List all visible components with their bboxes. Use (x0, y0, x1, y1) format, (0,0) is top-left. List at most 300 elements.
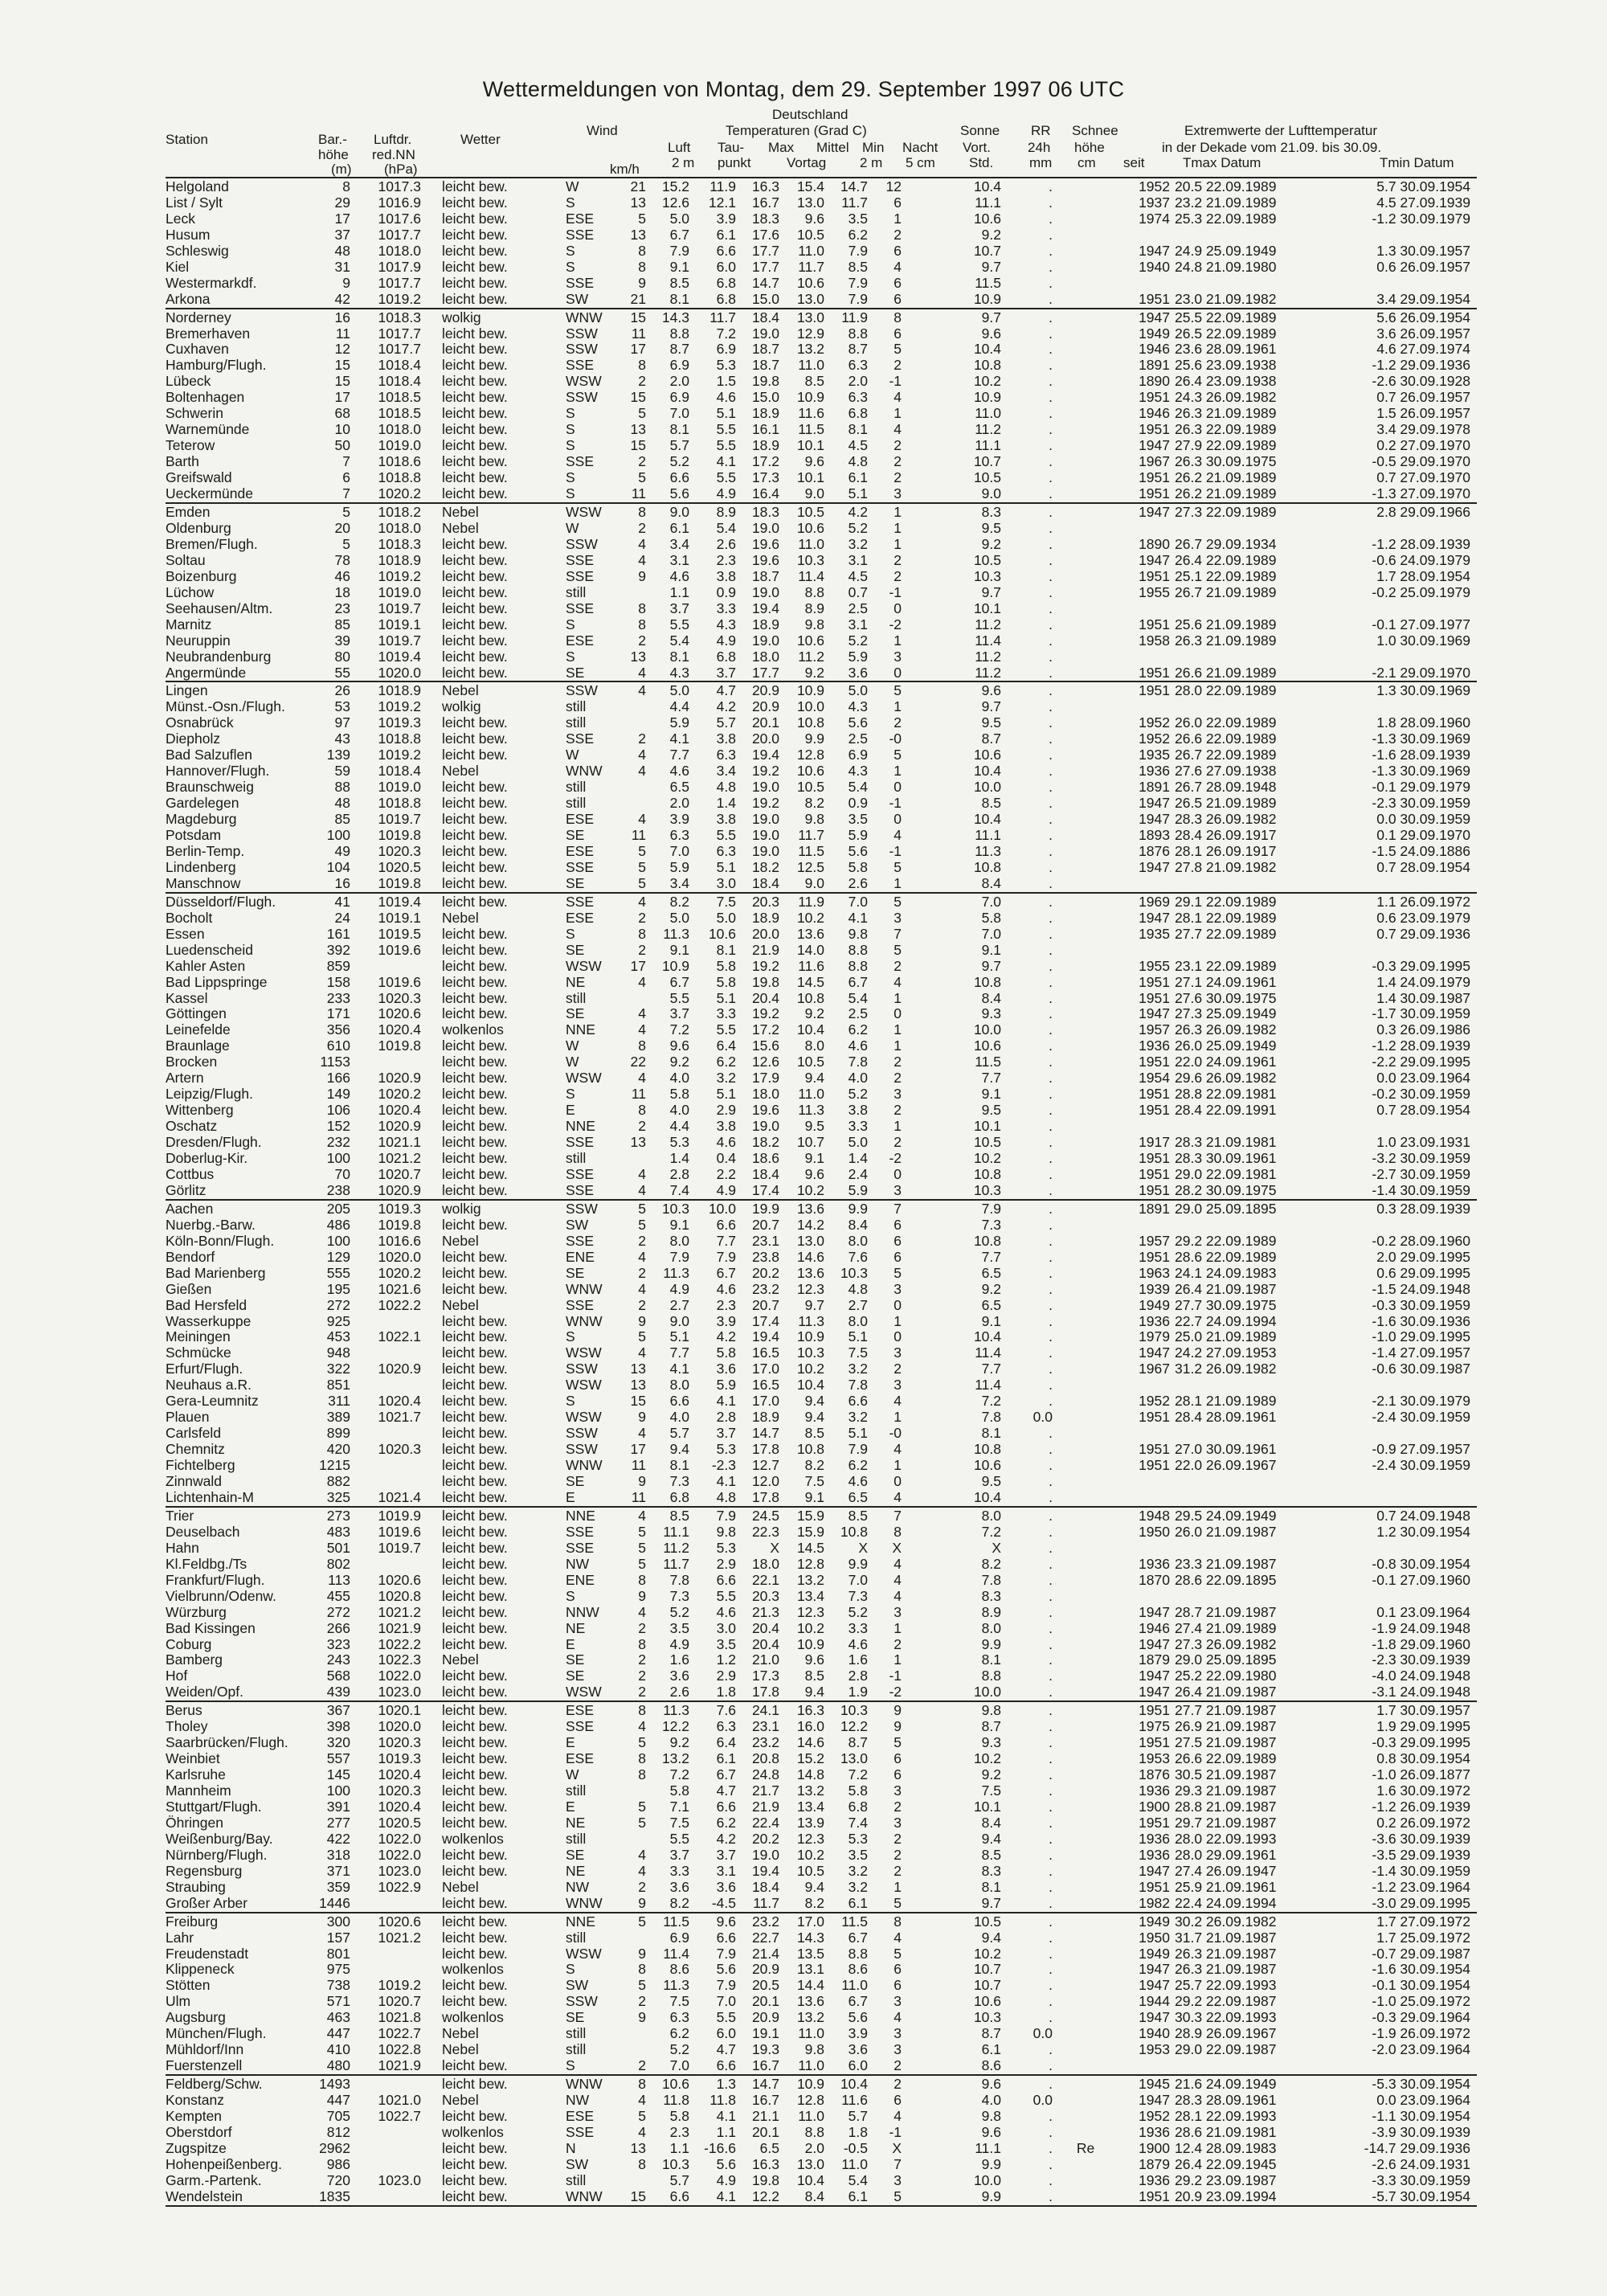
cell-station: Leck (166, 211, 195, 227)
cell-station: Soltau (166, 552, 206, 568)
cell-temp-max: 20.4 (751, 1620, 779, 1636)
cell-seit: 1946 (1139, 405, 1170, 421)
cell-seit: 1891 (1139, 1201, 1170, 1217)
cell-tmax: 26.6 22.09.1989 (1175, 731, 1277, 747)
cell-sonne: 9.7 (981, 958, 1001, 974)
cell-wetter: Nebel (442, 1297, 479, 1313)
cell-wind-dir: ESE (566, 1702, 595, 1718)
cell-luftdruck: 1021.0 (378, 2092, 421, 2108)
cell-temp-mittel: 10.8 (796, 714, 824, 731)
cell-wind-dir: SSW (566, 1361, 598, 1377)
cell-temp-luft: 5.5 (669, 1831, 689, 1847)
cell-bar-hoehe: 100 (326, 1233, 350, 1249)
cell-temp-min: 5.1 (848, 485, 868, 501)
cell-temp-max: 20.7 (751, 1217, 779, 1233)
cell-luftdruck: 1022.7 (378, 2025, 421, 2041)
cell-station: Neuruppin (166, 632, 231, 649)
cell-luftdruck: 1020.4 (378, 1766, 421, 1782)
cell-wind-speed: 13 (630, 1134, 646, 1150)
cell-station: Straubing (166, 1879, 226, 1895)
cell-temp-mittel: 11.0 (798, 243, 824, 259)
cell-temp-mittel: 13.0 (796, 1233, 824, 1249)
cell-seit: 1967 (1139, 453, 1170, 469)
table-row (0, 1361, 1607, 1377)
cell-temp-taupunkt: 7.7 (716, 1233, 736, 1249)
cell-temp-luft: 4.1 (669, 1361, 689, 1377)
cell-tmin: 1.0 23.09.1931 (1376, 1134, 1470, 1150)
cell-temp-taupunkt: 4.6 (716, 389, 736, 405)
cell-sonne: 8.3 (981, 1588, 1001, 1604)
cell-temp-mittel: 9.8 (804, 811, 824, 827)
cell-sonne: 7.2 (981, 1524, 1001, 1540)
header-luftdruck-unit: (hPa) (384, 162, 418, 177)
cell-rr: . (1049, 682, 1053, 698)
cell-bar-hoehe: 273 (326, 1508, 350, 1524)
cell-temp-nacht: 1 (893, 632, 902, 649)
cell-temp-taupunkt: 6.6 (716, 1572, 736, 1588)
cell-tmax: 26.5 22.09.1989 (1175, 325, 1277, 342)
cell-station: Wendelstein (166, 2188, 243, 2204)
cell-temp-max: 17.0 (751, 1361, 779, 1377)
cell-tmin: 0.7 29.09.1936 (1376, 926, 1470, 942)
cell-sonne: 11.1 (975, 194, 1001, 211)
cell-tmin: -1.0 26.09.1877 (1372, 1766, 1470, 1782)
cell-temp-min: 5.8 (848, 859, 868, 875)
cell-tmin: -1.1 30.09.1954 (1372, 2108, 1470, 2124)
cell-temp-min: 2.8 (848, 1668, 868, 1684)
cell-temp-max: 18.9 (751, 910, 779, 926)
cell-temp-luft: 1.1 (669, 2140, 689, 2156)
cell-luftdruck: 1022.1 (378, 1328, 421, 1344)
cell-temp-min: 3.6 (848, 665, 868, 681)
cell-rr: . (1049, 178, 1053, 194)
cell-wetter: leicht bew. (442, 1718, 508, 1734)
cell-temp-max: 23.2 (751, 1734, 779, 1750)
cell-station: Carlsfeld (166, 1425, 222, 1441)
cell-temp-luft: 5.0 (669, 682, 689, 698)
cell-wetter: leicht bew. (442, 1102, 508, 1118)
cell-temp-luft: 3.6 (669, 1879, 689, 1895)
cell-temp-luft: 5.1 (669, 1328, 689, 1344)
cell-temp-mittel: 8.4 (804, 2188, 824, 2204)
cell-wetter: leicht bew. (442, 2172, 508, 2188)
cell-bar-hoehe: 882 (326, 1473, 350, 1489)
cell-tmax: 28.4 26.09.1917 (1175, 827, 1277, 843)
cell-wetter: leicht bew. (442, 1524, 508, 1540)
cell-temp-luft: 5.5 (669, 990, 689, 1006)
cell-sonne: 7.8 (981, 1572, 1001, 1588)
cell-temp-taupunkt: 4.9 (716, 632, 736, 649)
cell-wetter: leicht bew. (442, 1540, 508, 1556)
cell-tmin: -1.3 30.09.1969 (1372, 763, 1470, 779)
cell-rr: . (1049, 1831, 1053, 1847)
cell-tmin: -2.4 30.09.1959 (1372, 1409, 1470, 1425)
cell-wind-speed: 4 (638, 1718, 646, 1734)
cell-temp-mittel: 10.6 (796, 275, 824, 291)
cell-bar-hoehe: 453 (326, 1328, 350, 1344)
cell-temp-nacht: 8 (893, 1524, 902, 1540)
cell-wind-speed: 5 (638, 859, 646, 875)
cell-bar-hoehe: 39 (334, 632, 350, 649)
cell-tmin: 1.2 30.09.1954 (1376, 1524, 1470, 1540)
cell-temp-luft: 5.3 (669, 1134, 689, 1150)
cell-temp-min: 8.5 (848, 1508, 868, 1524)
cell-sonne: 7.0 (981, 894, 1001, 910)
cell-seit: 1950 (1139, 1930, 1170, 1946)
cell-temp-mittel: 11.6 (798, 958, 824, 974)
cell-wetter: leicht bew. (442, 1037, 508, 1054)
cell-tmax: 24.1 24.09.1983 (1175, 1265, 1277, 1281)
cell-seit: 1900 (1139, 1799, 1170, 1815)
cell-rr: . (1049, 731, 1053, 747)
cell-temp-min: 6.7 (848, 1930, 868, 1946)
cell-bar-hoehe: 233 (326, 990, 350, 1006)
cell-temp-nacht: 1 (893, 1620, 902, 1636)
cell-tmax: 22.7 24.09.1994 (1175, 1313, 1277, 1329)
cell-rr: . (1049, 1863, 1053, 1879)
cell-temp-nacht: 1 (893, 1457, 902, 1473)
cell-wind-speed: 4 (638, 811, 646, 827)
cell-temp-nacht: 1 (893, 1037, 902, 1054)
cell-wetter: leicht bew. (442, 1070, 508, 1086)
cell-sonne: 8.4 (981, 875, 1001, 891)
cell-temp-mittel: 10.1 (796, 469, 824, 485)
cell-rr: . (1049, 1328, 1053, 1344)
cell-temp-max: 18.4 (751, 1166, 779, 1182)
cell-temp-luft: 6.9 (669, 1930, 689, 1946)
header-rr-2: 24h (1028, 140, 1051, 155)
header-nacht-2: 5 cm (906, 155, 935, 170)
cell-temp-luft: 3.7 (669, 600, 689, 616)
cell-wetter: leicht bew. (442, 325, 508, 342)
cell-station: Bad Kissingen (166, 1620, 256, 1636)
cell-sonne: 9.3 (981, 1734, 1001, 1750)
cell-wetter: leicht bew. (442, 584, 508, 600)
cell-temp-luft: 6.3 (669, 2009, 689, 2025)
cell-wind-dir: SE (566, 1473, 585, 1489)
cell-sonne: 7.9 (981, 1201, 1001, 1217)
header-bar-hoehe-2: höhe (318, 147, 349, 162)
cell-temp-nacht: 3 (893, 2172, 902, 2188)
cell-sonne: 9.7 (981, 1895, 1001, 1911)
cell-bar-hoehe: 232 (326, 1134, 350, 1150)
cell-temp-mittel: 10.8 (796, 990, 824, 1006)
cell-temp-mittel: 12.3 (796, 1281, 824, 1297)
cell-sonne: 10.4 (973, 1328, 1001, 1344)
cell-temp-mittel: 13.2 (796, 1572, 824, 1588)
cell-tmin: -1.2 28.09.1939 (1372, 1037, 1470, 1054)
cell-wetter: leicht bew. (442, 453, 508, 469)
table-row (0, 194, 1607, 211)
table-row (0, 1946, 1607, 1962)
cell-temp-luft: 7.5 (669, 1815, 689, 1831)
cell-wind-dir: NW (566, 1556, 590, 1572)
cell-temp-nacht: 5 (893, 1946, 902, 1962)
cell-temp-max: 18.2 (751, 859, 779, 875)
cell-seit: 1936 (1139, 1313, 1170, 1329)
cell-temp-min: 11.5 (841, 1913, 868, 1930)
cell-station: Magdeburg (166, 811, 237, 827)
cell-seit: 1947 (1139, 437, 1170, 453)
cell-temp-taupunkt: 6.3 (716, 1718, 736, 1734)
cell-wind-dir: S (566, 1393, 575, 1409)
table-row (0, 1005, 1607, 1021)
cell-tmin: 0.2 26.09.1972 (1376, 1815, 1470, 1831)
cell-temp-nacht: 6 (893, 1233, 902, 1249)
cell-tmin: 1.7 30.09.1957 (1376, 1702, 1470, 1718)
cell-bar-hoehe: 986 (326, 2156, 350, 2172)
cell-luftdruck: 1019.3 (378, 1201, 421, 1217)
cell-temp-mittel: 10.5 (796, 227, 824, 243)
cell-rr: . (1049, 1750, 1053, 1766)
cell-sonne: 11.0 (975, 405, 1001, 421)
cell-bar-hoehe: 29 (334, 194, 350, 211)
cell-wetter: leicht bew. (442, 389, 508, 405)
cell-temp-luft: 15.2 (661, 178, 689, 194)
cell-rr: . (1049, 194, 1053, 211)
cell-bar-hoehe: 113 (328, 1572, 350, 1588)
cell-station: Potsdam (166, 827, 222, 843)
cell-sonne: 9.2 (981, 227, 1001, 243)
cell-temp-mittel: 10.0 (796, 698, 824, 714)
cell-rr: . (1049, 894, 1053, 910)
cell-wind-dir: SSW (566, 1993, 598, 2009)
cell-temp-taupunkt: 4.1 (716, 2188, 736, 2204)
cell-bar-hoehe: 85 (334, 811, 350, 827)
cell-wind-dir: SW (566, 1977, 589, 1993)
cell-temp-min: 6.6 (848, 1393, 868, 1409)
cell-station: Nürnberg/Flugh. (166, 1847, 268, 1863)
cell-temp-nacht: 6 (893, 1961, 902, 1977)
cell-temp-min: 3.3 (848, 1118, 868, 1134)
cell-temp-taupunkt: 5.5 (716, 421, 736, 437)
cell-temp-taupunkt: 6.6 (716, 243, 736, 259)
cell-luftdruck: 1019.8 (378, 1217, 421, 1233)
cell-tmin: -2.3 30.09.1939 (1372, 1651, 1470, 1668)
cell-bar-hoehe: 43 (334, 731, 350, 747)
cell-luftdruck: 1018.8 (378, 731, 421, 747)
cell-wind-speed: 5 (638, 1977, 646, 1993)
cell-rr: . (1049, 405, 1053, 421)
cell-temp-mittel: 9.6 (804, 211, 824, 227)
cell-temp-luft: 10.3 (661, 1201, 689, 1217)
cell-temp-max: 19.8 (751, 2172, 779, 2188)
cell-luftdruck: 1019.5 (378, 926, 421, 942)
cell-temp-nacht: 1 (893, 1118, 902, 1134)
cell-temp-max: 18.7 (751, 341, 779, 357)
cell-tmin: -1.2 28.09.1939 (1372, 536, 1470, 552)
cell-tmin: 3.4 29.09.1978 (1376, 421, 1470, 437)
cell-luftdruck: 1020.3 (378, 1782, 421, 1799)
cell-temp-luft: 3.9 (669, 811, 689, 827)
cell-wind-speed: 9 (638, 1588, 646, 1604)
cell-temp-luft: 8.5 (669, 1508, 689, 1524)
cell-rr: . (1049, 795, 1053, 811)
cell-wind-speed: 8 (638, 1572, 646, 1588)
table-row (0, 698, 1607, 714)
cell-bar-hoehe: 166 (326, 1070, 350, 1086)
cell-temp-max: 16.3 (751, 178, 779, 194)
cell-temp-mittel: 9.8 (804, 616, 824, 632)
cell-station: Gera-Leumnitz (166, 1393, 259, 1409)
cell-temp-taupunkt: 5.5 (716, 1588, 736, 1604)
cell-temp-mittel: 10.6 (796, 763, 824, 779)
header-wind: Wind (587, 123, 618, 138)
cell-station: Bamberg (166, 1651, 223, 1668)
cell-station: Fuerstenzell (166, 2057, 243, 2073)
cell-wind-dir: N (566, 2140, 576, 2156)
cell-temp-max: 6.5 (759, 2140, 779, 2156)
cell-temp-nacht: 2 (893, 1863, 902, 1879)
cell-wind-speed: 8 (638, 1766, 646, 1782)
cell-wetter: Nebel (442, 2092, 479, 2108)
cell-temp-max: 19.4 (751, 1328, 779, 1344)
cell-wetter: leicht bew. (442, 1328, 508, 1344)
cell-seit: 1936 (1139, 2172, 1170, 2188)
cell-temp-nacht: 3 (893, 485, 902, 501)
cell-luftdruck: 1019.0 (378, 437, 421, 453)
cell-temp-min: 5.1 (848, 1328, 868, 1344)
cell-seit: 1951 (1139, 568, 1170, 584)
cell-wind-speed: 4 (638, 1281, 646, 1297)
cell-temp-luft: 5.6 (669, 485, 689, 501)
cell-rr: . (1049, 2124, 1053, 2140)
cell-temp-taupunkt: 2.2 (716, 1166, 736, 1182)
cell-luftdruck: 1023.0 (378, 1863, 421, 1879)
cell-sonne: 11.5 (975, 1054, 1001, 1070)
cell-temp-luft: 2.6 (669, 1684, 689, 1700)
cell-sonne: 9.6 (981, 2076, 1001, 2092)
cell-wetter: leicht bew. (442, 665, 508, 681)
cell-tmax: 27.7 21.09.1987 (1175, 1702, 1277, 1718)
cell-temp-mittel: 13.6 (796, 1201, 824, 1217)
cell-wetter: leicht bew. (442, 875, 508, 891)
table-bottom-rule (166, 2205, 1477, 2207)
cell-seit: 1951 (1139, 469, 1170, 485)
cell-wind-dir: WSW (566, 1684, 602, 1700)
cell-bar-hoehe: 31 (334, 259, 350, 275)
cell-temp-luft: 5.8 (669, 2108, 689, 2124)
cell-temp-taupunkt: 3.9 (716, 211, 736, 227)
cell-temp-nacht: 3 (893, 910, 902, 926)
cell-temp-min: 11.9 (841, 309, 868, 325)
cell-rr: . (1049, 357, 1053, 373)
cell-temp-nacht: 5 (893, 682, 902, 698)
cell-wind-speed: 8 (638, 2076, 646, 2092)
cell-temp-mittel: 9.1 (804, 1150, 824, 1166)
cell-wetter: leicht bew. (442, 958, 508, 974)
cell-tmax: 29.0 22.09.1987 (1175, 2041, 1277, 2057)
cell-temp-max: 18.0 (751, 1086, 779, 1102)
table-row (0, 1409, 1607, 1425)
cell-temp-min: 3.3 (848, 1620, 868, 1636)
cell-sonne: 10.4 (973, 811, 1001, 827)
cell-temp-luft: 6.6 (669, 1393, 689, 1409)
cell-sonne: 8.2 (981, 1556, 1001, 1572)
cell-seit: 1936 (1139, 2124, 1170, 2140)
cell-temp-taupunkt: 7.5 (716, 894, 736, 910)
cell-temp-min: 7.8 (848, 1054, 868, 1070)
cell-rr: . (1049, 1508, 1053, 1524)
cell-rr: . (1049, 843, 1053, 859)
cell-temp-luft: 5.9 (669, 714, 689, 731)
cell-temp-nacht: 4 (893, 1489, 902, 1505)
cell-tmax: 29.3 21.09.1987 (1175, 1782, 1277, 1799)
cell-temp-luft: 8.5 (669, 275, 689, 291)
cell-temp-min: 10.8 (840, 1524, 868, 1540)
cell-wind-speed: 8 (638, 600, 646, 616)
cell-temp-mittel: 9.4 (804, 1879, 824, 1895)
cell-tmin: -3.5 29.09.1939 (1372, 1847, 1470, 1863)
cell-temp-nacht: 2 (893, 1847, 902, 1863)
cell-temp-min: 4.5 (848, 437, 868, 453)
cell-tmax: 23.2 21.09.1989 (1175, 194, 1277, 211)
cell-tmin: 0.0 23.09.1964 (1376, 1070, 1470, 1086)
cell-wind-speed: 4 (638, 665, 646, 681)
cell-temp-taupunkt: 4.2 (716, 698, 736, 714)
cell-wind-speed: 8 (638, 926, 646, 942)
cell-tmax: 28.1 26.09.1917 (1175, 843, 1277, 859)
cell-rr: . (1049, 616, 1053, 632)
header-taupunkt: Tau- (718, 140, 745, 155)
header-extrem: Extremwerte der Lufttemperatur (1184, 123, 1377, 138)
cell-rr: . (1049, 763, 1053, 779)
cell-temp-luft: 2.0 (669, 795, 689, 811)
cell-bar-hoehe: 483 (326, 1524, 350, 1540)
cell-temp-max: 16.5 (751, 1377, 779, 1393)
cell-temp-taupunkt: 6.7 (716, 1265, 736, 1281)
cell-temp-max: 19.0 (751, 779, 779, 795)
cell-temp-mittel: 13.5 (796, 1946, 824, 1962)
cell-wind-dir: S (566, 421, 575, 437)
cell-temp-min: 8.8 (848, 942, 868, 958)
cell-bar-hoehe: 720 (326, 2172, 350, 2188)
cell-wind-speed: 5 (638, 1540, 646, 1556)
cell-rr: . (1049, 600, 1053, 616)
cell-wind-speed: 2 (638, 731, 646, 747)
cell-wetter: leicht bew. (442, 811, 508, 827)
cell-tmax: 22.0 26.09.1967 (1175, 1457, 1277, 1473)
cell-wind-speed: 8 (638, 1102, 646, 1118)
cell-temp-taupunkt: 4.8 (716, 779, 736, 795)
cell-temp-luft: 3.7 (669, 1847, 689, 1863)
cell-luftdruck: 1018.4 (378, 373, 421, 389)
cell-wetter: leicht bew. (442, 1620, 508, 1636)
cell-temp-mittel: 10.9 (796, 1636, 824, 1652)
cell-tmax: 28.1 22.09.1993 (1175, 2108, 1277, 2124)
cell-rr: . (1049, 990, 1053, 1006)
cell-bar-hoehe: 78 (334, 552, 350, 568)
cell-tmin: -0.6 24.09.1979 (1372, 552, 1470, 568)
cell-seit: 1946 (1139, 1620, 1170, 1636)
cell-seit: 1937 (1139, 194, 1170, 211)
cell-tmin: 0.3 26.09.1986 (1376, 1021, 1470, 1037)
cell-temp-luft: 1.1 (669, 584, 689, 600)
table-row (0, 665, 1607, 681)
cell-wind-dir: NNE (566, 1913, 595, 1930)
cell-rr: . (1049, 1249, 1053, 1265)
cell-temp-nacht: 5 (893, 341, 902, 357)
cell-bar-hoehe: 1153 (320, 1054, 350, 1070)
cell-luftdruck: 1020.6 (378, 1913, 421, 1930)
cell-tmax: 26.4 23.09.1938 (1175, 373, 1277, 389)
cell-temp-nacht: -0 (889, 1425, 902, 1441)
cell-temp-min: 7.3 (848, 1588, 868, 1604)
cell-temp-mittel: 15.9 (796, 1524, 824, 1540)
header-taupunkt-2: punkt (718, 155, 751, 170)
cell-rr: . (1049, 437, 1053, 453)
cell-wind-dir: E (566, 1636, 575, 1652)
